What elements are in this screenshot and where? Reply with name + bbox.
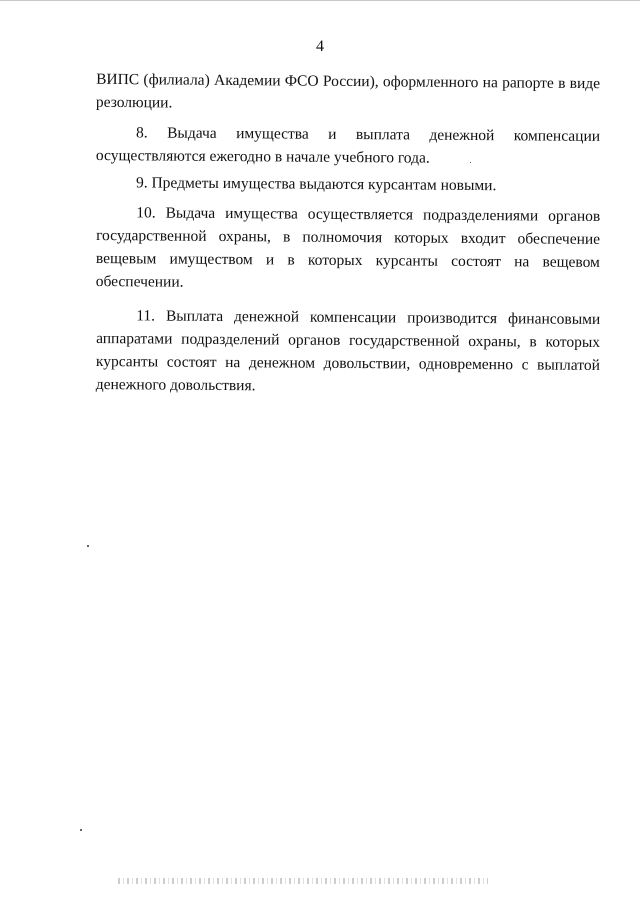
paragraph-item-8 bbox=[96, 121, 600, 171]
paragraph-item-10 bbox=[96, 201, 601, 297]
paragraph-line: ВИПС (филиала) Академии ФСО России), оформленного на рапорте в виде bbox=[96, 70, 601, 93]
paragraph-continuation bbox=[96, 68, 600, 118]
paragraph-line: резолюции. bbox=[95, 93, 173, 112]
paragraph-line: обеспечении. bbox=[95, 273, 184, 291]
scan-noise bbox=[118, 878, 488, 884]
paragraph-item-11 bbox=[96, 304, 601, 400]
paragraph-item-9 bbox=[96, 171, 600, 198]
paragraph-line: осуществляются ежегодно в начале учебного года. bbox=[95, 147, 430, 167]
scan-top-edge bbox=[0, 0, 640, 1]
paragraph-line: 11. Выплата денежной компенсации производится финансовыми bbox=[136, 307, 601, 328]
paragraph-line: денежного довольствия. bbox=[95, 376, 256, 395]
paragraph-line: курсанты состоят на денежном довольствии, одновременно с выплатой bbox=[95, 353, 600, 374]
paragraph-line: 8. Выдача имущества и выплата денежной компенсации bbox=[136, 124, 601, 145]
paragraph-line: 9. Предметы имущества выдаются курсантам новыми. bbox=[135, 174, 497, 195]
scan-speck bbox=[80, 829, 82, 831]
scan-speck bbox=[87, 545, 89, 547]
paragraph-line: вещевым имуществом и в которых курсанты состоят на вещевом bbox=[95, 250, 600, 271]
paragraph-line: аппаратами подразделений органов государственной охраны, в которых bbox=[96, 330, 601, 351]
paragraph-line: государственной охраны, в полномочия которых входит обеспечение bbox=[96, 227, 601, 248]
scan-speck bbox=[470, 162, 471, 163]
paragraph-line: 10. Выдача имущества осуществляется подразделениями органов bbox=[136, 204, 601, 225]
page-number: 4 bbox=[316, 38, 324, 55]
